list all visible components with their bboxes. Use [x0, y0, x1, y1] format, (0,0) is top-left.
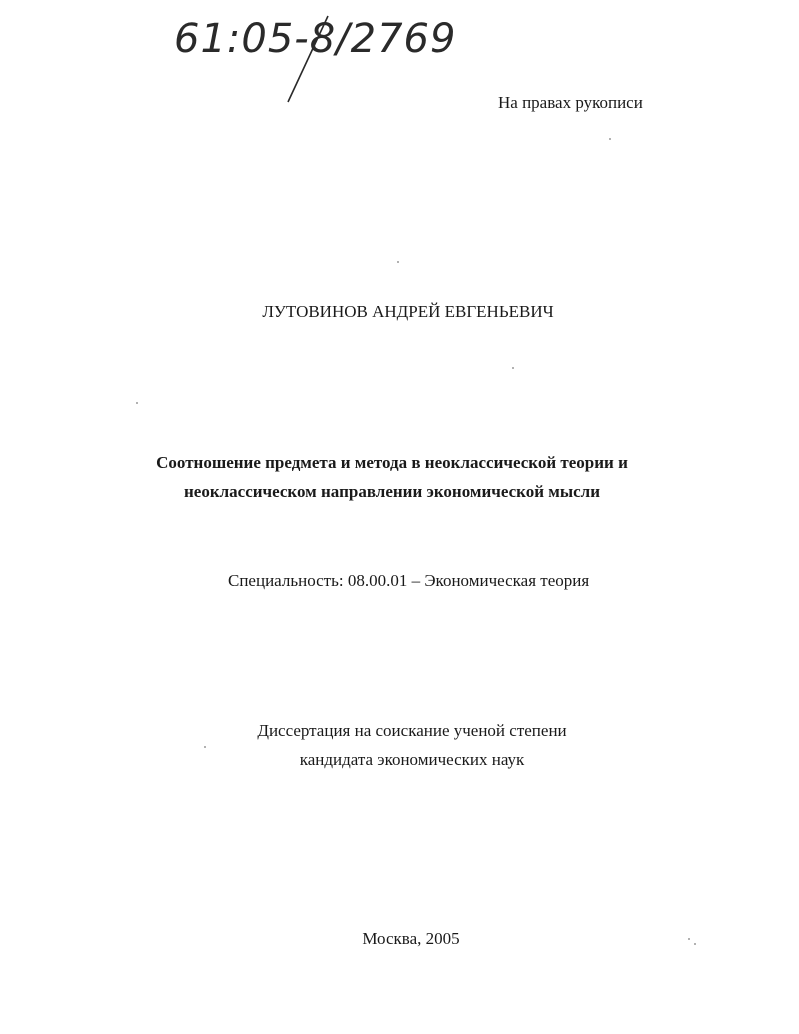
scan-speck	[397, 261, 399, 263]
scan-speck	[688, 938, 690, 940]
thesis-title-line-2: неоклассическом направлении экономической мысли	[183, 482, 600, 501]
specialty-line: Специальность: 08.00.01 – Экономическая теория	[228, 571, 590, 590]
scan-speck	[512, 367, 514, 369]
scan-speck	[136, 402, 138, 404]
dissertation-line-2: кандидата экономических наук	[299, 750, 525, 769]
scan-speck	[609, 138, 611, 140]
handwritten-code-text: 61:05-8/2769	[174, 16, 457, 62]
place-year: Москва, 2005	[362, 929, 460, 948]
author-name: ЛУТОВИНОВ АНДРЕЙ ЕВГЕНЬЕВИЧ	[262, 302, 554, 321]
handwritten-archive-code	[168, 6, 458, 110]
scan-speck	[694, 943, 696, 945]
thesis-title-line-1: Соотношение предмета и метода в неоклассической теории и	[156, 453, 628, 472]
scan-speck	[204, 746, 206, 748]
dissertation-line-1: Диссертация на соискание ученой степени	[257, 721, 567, 740]
manuscript-note: На правах рукописи	[498, 93, 643, 112]
